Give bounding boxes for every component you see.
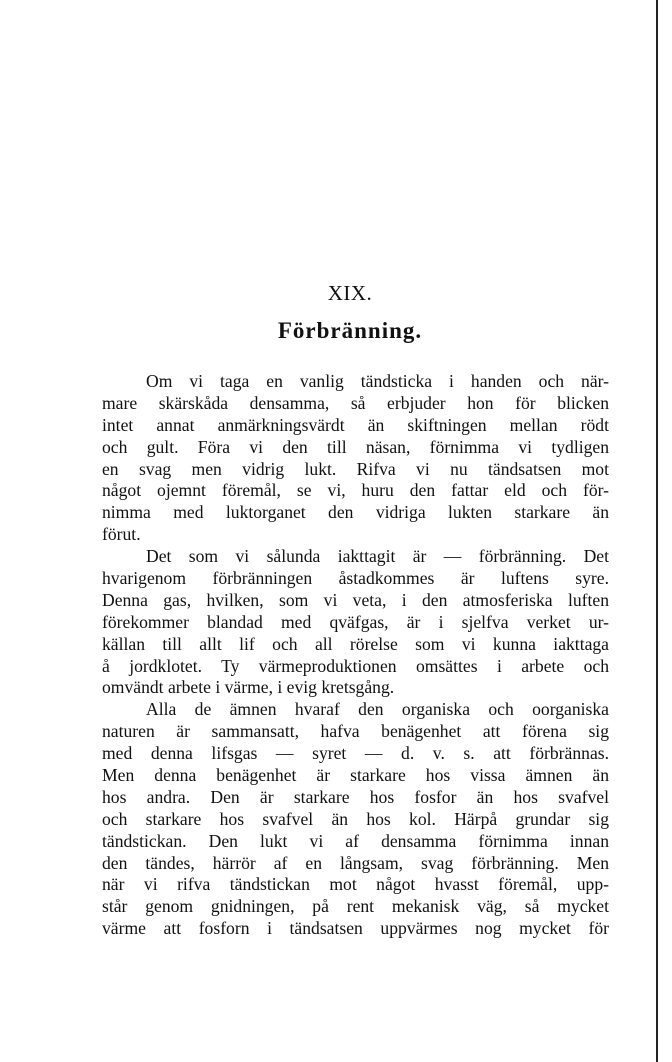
text-line: hvarigenom förbränningen åstadkommes är luftens syre. bbox=[102, 568, 609, 589]
text-line: Alla de ämnen hvaraf den organiska och oorganiska bbox=[146, 699, 609, 720]
text-line: en svag men vidrig lukt. Rifva vi nu tändsatsen mot bbox=[102, 458, 609, 479]
text-line: intet annat anmärkningsvärdt än skiftningen mellan rödt bbox=[102, 414, 609, 435]
text-line: när vi rifva tändstickan mot något hvasst föremål, upp- bbox=[102, 874, 609, 895]
text-line: den tändes, härrör af en långsam, svag förbränning. Men bbox=[102, 852, 609, 873]
chapter-title: Förbränning. bbox=[277, 318, 423, 343]
text-line: tändstickan. Den lukt vi af densamma förnimma innan bbox=[102, 830, 609, 851]
text-line: Det som vi sålunda iakttagit är — förbränning. Det bbox=[146, 546, 609, 567]
text-line: förekommer blandad med qväfgas, är i sjelfva verket ur- bbox=[102, 611, 609, 632]
text-line: å jordklotet. Ty värmeproduktionen omsättes i arbete och bbox=[102, 655, 609, 676]
text-line: något ojemnt föremål, se vi, huru den fattar eld och för- bbox=[102, 480, 609, 501]
chapter-number: XIX. bbox=[327, 281, 373, 305]
text-line: Denna gas, hvilken, som vi veta, i den atmosferiska luften bbox=[102, 589, 609, 610]
text-line: med denna lifsgas — syret — d. v. s. att förbrännas. bbox=[102, 743, 609, 764]
text-line: värme att fosforn i tändsatsen uppvärmes nog mycket för bbox=[102, 918, 609, 939]
page-edge-rule bbox=[656, 0, 658, 1062]
text-line: omvändt arbete i värme, i evig kretsgång. bbox=[102, 677, 395, 698]
text-line: källan till allt lif och all rörelse som vi kunna iakttaga bbox=[102, 633, 609, 654]
text-line: Om vi taga en vanlig tändsticka i handen och när- bbox=[146, 371, 609, 391]
text-line: står genom gnidningen, på rent mekanisk väg, så mycket bbox=[102, 896, 609, 917]
text-line: hos andra. Den är starkare hos fosfor än hos svafvel bbox=[102, 786, 609, 807]
text-line: och starkare hos svafvel än hos kol. Härpå grundar sig bbox=[102, 808, 609, 829]
text-line: Men denna benägenhet är starkare hos vissa ämnen än bbox=[102, 765, 609, 786]
text-line: förut. bbox=[102, 524, 141, 545]
text-line: och gult. Föra vi den till näsan, förnimma vi tydligen bbox=[102, 436, 609, 457]
text-line: mare skärskåda densamma, så erbjuder hon för blicken bbox=[102, 392, 609, 413]
body-text bbox=[102, 371, 609, 940]
text-line: nimma med luktorganet den vidriga lukten starkare än bbox=[102, 502, 609, 523]
text-line: naturen är sammansatt, hafva benägenhet att förena sig bbox=[102, 721, 609, 742]
